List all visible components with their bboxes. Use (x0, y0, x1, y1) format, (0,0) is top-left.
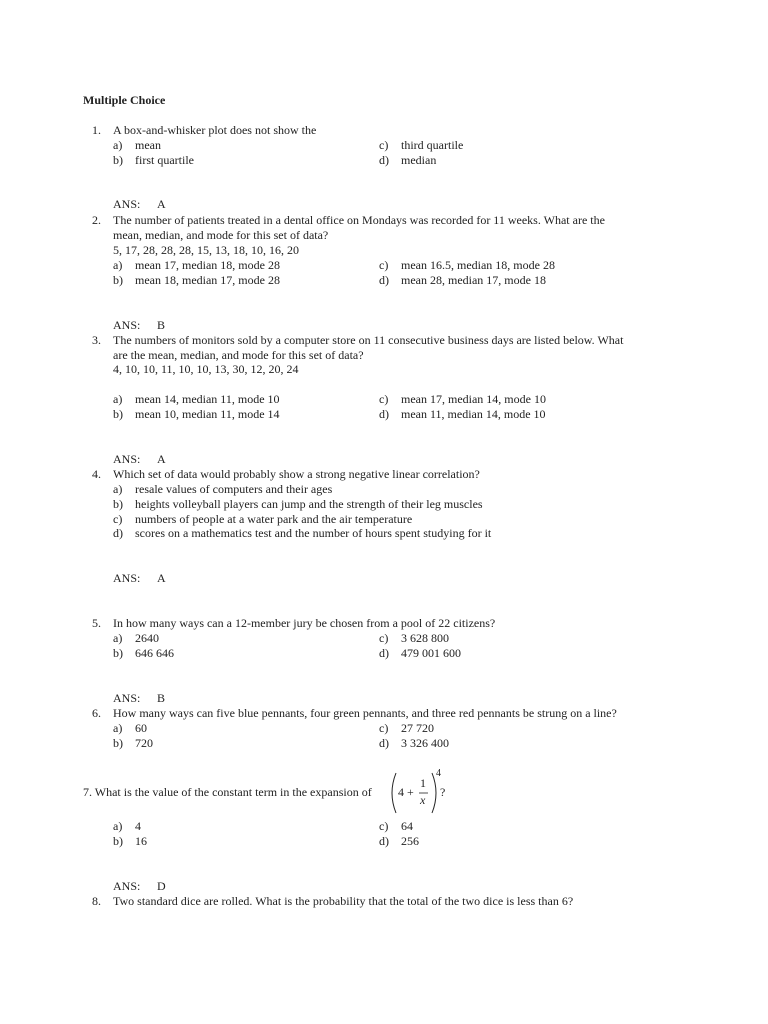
question-7-stem: 7. What is the value of the constant term in the expansion of (83, 785, 372, 799)
option-letter: c) (379, 392, 389, 406)
option-letter: a) (113, 482, 123, 496)
question-5-number: 5. (92, 616, 101, 630)
answer-label: ANS: (113, 452, 141, 466)
option-text: resale values of computers and their ages (135, 482, 333, 496)
question-4-number: 4. (92, 467, 101, 481)
answer-value: B (157, 318, 166, 332)
option-letter: a) (113, 138, 123, 152)
option-letter: b) (113, 834, 123, 848)
option-text: 3 628 800 (401, 631, 449, 645)
option-letter: a) (113, 392, 123, 406)
option-text: 4 (135, 819, 141, 833)
question-3-stem: The numbers of monitors sold by a computer store on 11 consecutive business days are listed below. What (113, 333, 624, 347)
question-2-stem: The number of patients treated in a dental office on Mondays was recorded for 11 weeks. What are the (113, 213, 605, 227)
option-letter: c) (379, 631, 389, 645)
option-letter: a) (113, 258, 123, 272)
math-expression (388, 766, 448, 820)
option-text: 720 (135, 736, 153, 750)
option-text: 2640 (135, 631, 159, 645)
answer-label: ANS: (113, 318, 141, 332)
answer-label: ANS: (113, 571, 141, 585)
option-text: 3 326 400 (401, 736, 449, 750)
option-text: mean 17, median 14, mode 10 (401, 392, 546, 406)
answer-label: ANS: (113, 879, 141, 893)
option-text: third quartile (401, 138, 464, 152)
option-text: mean 28, median 17, mode 18 (401, 273, 546, 287)
option-letter: b) (113, 153, 123, 167)
question-8-stem: Two standard dice are rolled. What is the probability that the total of the two dice is less than 6? (113, 894, 574, 908)
option-letter: a) (113, 721, 123, 735)
section-heading: Multiple Choice (83, 93, 166, 107)
option-letter: b) (113, 736, 123, 750)
option-text: 646 646 (135, 646, 174, 660)
option-text: mean 18, median 17, mode 28 (135, 273, 280, 287)
fraction-denominator: x (420, 793, 426, 807)
option-text: scores on a mathematics test and the number of hours spent studying for it (135, 526, 492, 540)
answer-value: A (157, 452, 166, 466)
option-letter: a) (113, 819, 123, 833)
fraction-numerator: 1 (420, 776, 426, 790)
option-text: mean (135, 138, 161, 152)
question-1-stem: A box-and-whisker plot does not show the (113, 123, 317, 137)
option-letter: b) (113, 273, 123, 287)
option-text: 64 (401, 819, 413, 833)
option-letter: d) (113, 526, 123, 540)
option-letter: c) (379, 819, 389, 833)
option-text: first quartile (135, 153, 194, 167)
option-text: numbers of people at a water park and the air temperature (135, 512, 413, 526)
question-2-data: 5, 17, 28, 28, 28, 15, 13, 18, 10, 16, 20 (113, 243, 299, 257)
expression-base: 4 + (398, 785, 414, 799)
question-3-stem: are the mean, median, and mode for this set of data? (113, 348, 364, 362)
question-4-stem: Which set of data would probably show a strong negative linear correlation? (113, 467, 480, 481)
option-text: mean 10, median 11, mode 14 (135, 407, 280, 421)
question-2-number: 2. (92, 213, 101, 227)
option-letter: b) (113, 407, 123, 421)
option-letter: c) (379, 258, 389, 272)
option-text: mean 17, median 18, mode 28 (135, 258, 280, 272)
option-text: mean 16.5, median 18, mode 28 (401, 258, 555, 272)
option-text: 479 001 600 (401, 646, 461, 660)
option-letter: d) (379, 407, 389, 421)
option-letter: c) (379, 138, 389, 152)
option-text: mean 11, median 14, mode 10 (401, 407, 546, 421)
option-letter: a) (113, 631, 123, 645)
answer-value: A (157, 197, 166, 211)
answer-value: B (157, 691, 166, 705)
option-text: 256 (401, 834, 419, 848)
question-8-number: 8. (92, 894, 101, 908)
option-letter: d) (379, 646, 389, 660)
option-letter: d) (379, 273, 389, 287)
answer-value: D (157, 879, 166, 893)
question-6-stem: How many ways can five blue pennants, four green pennants, and three red pennants be strung on a line? (113, 706, 617, 720)
option-letter: b) (113, 497, 123, 511)
question-6-number: 6. (92, 706, 101, 720)
question-5-stem: In how many ways can a 12-member jury be chosen from a pool of 22 citizens? (113, 616, 496, 630)
option-text: mean 14, median 11, mode 10 (135, 392, 280, 406)
question-1-number: 1. (92, 123, 101, 137)
answer-label: ANS: (113, 197, 141, 211)
question-3-number: 3. (92, 333, 101, 347)
option-letter: d) (379, 153, 389, 167)
option-letter: c) (379, 721, 389, 735)
answer-value: A (157, 571, 166, 585)
option-text: 60 (135, 721, 147, 735)
question-mark: ? (440, 785, 446, 799)
option-text: 27 720 (401, 721, 434, 735)
option-letter: d) (379, 736, 389, 750)
question-3-data: 4, 10, 10, 11, 10, 10, 13, 30, 12, 20, 24 (113, 362, 299, 376)
option-text: median (401, 153, 437, 167)
answer-label: ANS: (113, 691, 141, 705)
option-letter: b) (113, 646, 123, 660)
option-letter: c) (113, 512, 123, 526)
expression-exponent: 4 (436, 768, 441, 779)
option-letter: d) (379, 834, 389, 848)
option-text: heights volleyball players can jump and the strength of their leg muscles (135, 497, 483, 511)
question-2-stem: mean, median, and mode for this set of data? (113, 228, 329, 242)
option-text: 16 (135, 834, 147, 848)
